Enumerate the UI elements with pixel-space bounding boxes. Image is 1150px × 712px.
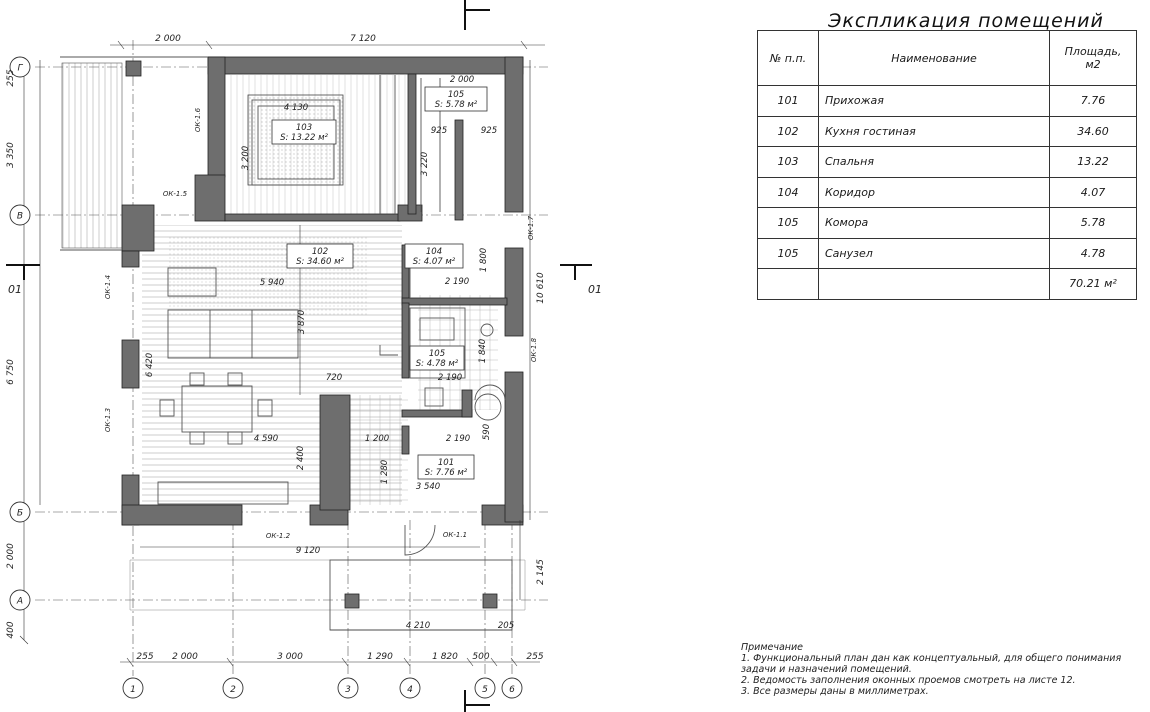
cell-empty bbox=[758, 269, 819, 300]
dim-inner: 205 bbox=[497, 621, 515, 631]
room-area: S: 13.22 м² bbox=[280, 133, 328, 143]
note-line: 2. Ведомость заполнения оконных проемов смотреть на листе 12. bbox=[741, 675, 1076, 686]
section-label-left: 01 bbox=[8, 283, 22, 296]
header-area: Площадь, м2 bbox=[1050, 31, 1137, 86]
dim-inner: 3 870 bbox=[297, 309, 307, 335]
cell-num: 101 bbox=[758, 86, 819, 117]
notes-heading: Примечание bbox=[741, 642, 804, 653]
room-number: 102 bbox=[311, 247, 329, 257]
cell-area: 13.22 bbox=[1050, 147, 1137, 178]
cell-name: Спальня bbox=[819, 147, 1050, 178]
axis-col-label: 5 bbox=[482, 685, 488, 695]
window-label: ОК-1.4 bbox=[104, 274, 112, 300]
cell-empty bbox=[819, 269, 1050, 300]
axis-col-label: 4 bbox=[407, 685, 413, 695]
window-label: ОК-1.3 bbox=[104, 407, 112, 433]
dim-left: 3 350 bbox=[6, 142, 16, 168]
dim-bottom: 255 bbox=[136, 652, 154, 662]
cell-name: Коридор bbox=[819, 177, 1050, 208]
window-label: ОК-1.1 bbox=[442, 531, 468, 539]
room-tag bbox=[405, 244, 463, 268]
axis-col-marker bbox=[475, 678, 495, 698]
dim-inner: 4 210 bbox=[405, 621, 431, 631]
axis-col-marker bbox=[338, 678, 358, 698]
room-area: S: 7.76 м² bbox=[424, 468, 468, 478]
axis-row-marker bbox=[10, 205, 30, 225]
cell-name: Кухня гостиная bbox=[819, 116, 1050, 147]
dim-inner: 925 bbox=[430, 126, 448, 136]
cell-area: 4.07 bbox=[1050, 177, 1137, 208]
dim-inner: 1 200 bbox=[364, 434, 390, 444]
dim-bottom: 1 820 bbox=[432, 652, 458, 662]
cell-area: 5.78 bbox=[1050, 208, 1137, 239]
dim-bottom: 255 bbox=[526, 652, 544, 662]
header-name: Наименование bbox=[819, 31, 1050, 86]
dim-bottom: 1 290 bbox=[367, 652, 393, 662]
room-number: 103 bbox=[295, 123, 313, 133]
table-row bbox=[758, 177, 1137, 208]
cell-area: 4.78 bbox=[1050, 238, 1137, 269]
dim-bottom: 2 000 bbox=[172, 652, 198, 662]
dim-inner: 3 220 bbox=[420, 151, 430, 177]
dim-inner: 2 190 bbox=[444, 277, 470, 287]
cell-area: 7.76 bbox=[1050, 86, 1137, 117]
dim-left: 2 000 bbox=[6, 543, 16, 569]
dim-inner: 2 190 bbox=[437, 373, 463, 383]
cell-num: 104 bbox=[758, 177, 819, 208]
room-tag bbox=[287, 244, 353, 268]
room-number: 105 bbox=[447, 90, 465, 100]
cell-num: 105 bbox=[758, 238, 819, 269]
room-area: S: 4.78 м² bbox=[415, 359, 459, 369]
explication-table bbox=[757, 30, 1137, 300]
dim-top: 2 000 bbox=[155, 34, 181, 44]
table-row bbox=[758, 208, 1137, 239]
axis-row-label: А bbox=[16, 596, 24, 607]
note-line: задачи и назначений помещений. bbox=[741, 664, 912, 675]
axis-col-marker bbox=[223, 678, 243, 698]
dim-inner: 4 130 bbox=[283, 103, 309, 113]
room-tag bbox=[418, 455, 474, 479]
room-tag bbox=[425, 87, 487, 111]
room-tag bbox=[410, 346, 464, 370]
axis-row-label: В bbox=[16, 211, 24, 222]
room-number: 105 bbox=[428, 349, 446, 359]
cell-num: 102 bbox=[758, 116, 819, 147]
axis-col-label: 1 bbox=[130, 685, 136, 695]
window-label: ОК-1.2 bbox=[265, 532, 291, 540]
cell-name: Прихожая bbox=[819, 86, 1050, 117]
dim-inner: 2 190 bbox=[445, 434, 471, 444]
cell-name: Комора bbox=[819, 208, 1050, 239]
dim-left: 255 bbox=[6, 69, 16, 87]
axis-row-label: Г bbox=[17, 63, 23, 74]
axis-row-marker bbox=[10, 502, 30, 522]
axis-row-marker bbox=[10, 590, 30, 610]
explication-title: Экспликация помещений bbox=[828, 10, 1104, 32]
room-area: S: 4.07 м² bbox=[412, 257, 456, 267]
dim-inner: 3 200 bbox=[241, 145, 251, 171]
axis-row-label: Б bbox=[16, 508, 24, 519]
dim-inner: 1 280 bbox=[380, 459, 390, 485]
section-label-right: 01 bbox=[588, 283, 602, 296]
window-label: ОК-1.5 bbox=[162, 190, 188, 198]
table-row bbox=[758, 86, 1137, 117]
table-row bbox=[758, 116, 1137, 147]
cell-num: 103 bbox=[758, 147, 819, 178]
axis-col-label: 3 bbox=[345, 685, 351, 695]
dim-inner: 590 bbox=[482, 423, 492, 441]
axis-col-marker bbox=[502, 678, 522, 698]
dim-left: 400 bbox=[6, 621, 16, 639]
dim-inner: 720 bbox=[325, 373, 343, 383]
dim-left: 6 750 bbox=[6, 359, 16, 385]
axis-col-marker bbox=[400, 678, 420, 698]
dim-inner: 2 400 bbox=[296, 445, 306, 471]
dim-inner: 1 800 bbox=[479, 247, 489, 273]
dim-inner: 925 bbox=[480, 126, 498, 136]
axis-col-label: 2 bbox=[230, 685, 236, 695]
room-area: S: 34.60 м² bbox=[296, 257, 344, 267]
dim-inner: 1 840 bbox=[478, 338, 488, 364]
window-label: ОК-1.8 bbox=[530, 337, 538, 363]
header-num: № п.п. bbox=[758, 31, 819, 86]
dim-inner: 2 000 bbox=[449, 75, 475, 85]
axis-col-marker bbox=[123, 678, 143, 698]
room-tag bbox=[272, 120, 336, 144]
dim-top: 7 120 bbox=[350, 34, 376, 44]
notes-block bbox=[741, 642, 1121, 697]
total-area: 70.21 м² bbox=[1050, 269, 1137, 300]
dim-inner: 9 120 bbox=[295, 546, 321, 556]
note-line: 1. Функциональный план дан как концептуальный, для общего понимания bbox=[741, 653, 1122, 664]
cell-name: Санузел bbox=[819, 238, 1050, 269]
table-header-row bbox=[758, 31, 1137, 86]
window-label: ОК-1.6 bbox=[194, 107, 202, 133]
dim-right: 2 145 bbox=[536, 559, 546, 585]
table-row bbox=[758, 147, 1137, 178]
note-line: 3. Все размеры даны в миллиметрах. bbox=[741, 686, 929, 697]
room-number: 101 bbox=[437, 458, 455, 468]
cell-area: 34.60 bbox=[1050, 116, 1137, 147]
dim-bottom: 3 000 bbox=[277, 652, 303, 662]
dim-inner: 4 590 bbox=[253, 434, 279, 444]
axis-col-label: 6 bbox=[509, 685, 515, 695]
dim-inner: 6 420 bbox=[145, 352, 155, 378]
room-number: 104 bbox=[425, 247, 443, 257]
dim-bottom: 500 bbox=[472, 652, 490, 662]
table-total-row bbox=[758, 269, 1137, 300]
room-area: S: 5.78 м² bbox=[434, 100, 478, 110]
dim-inner: 5 940 bbox=[259, 278, 285, 288]
dim-inner: 3 540 bbox=[415, 482, 441, 492]
cell-num: 105 bbox=[758, 208, 819, 239]
window-label: ОК-1.7 bbox=[527, 215, 535, 241]
table-row bbox=[758, 238, 1137, 269]
dim-right: 10 610 bbox=[536, 272, 546, 304]
